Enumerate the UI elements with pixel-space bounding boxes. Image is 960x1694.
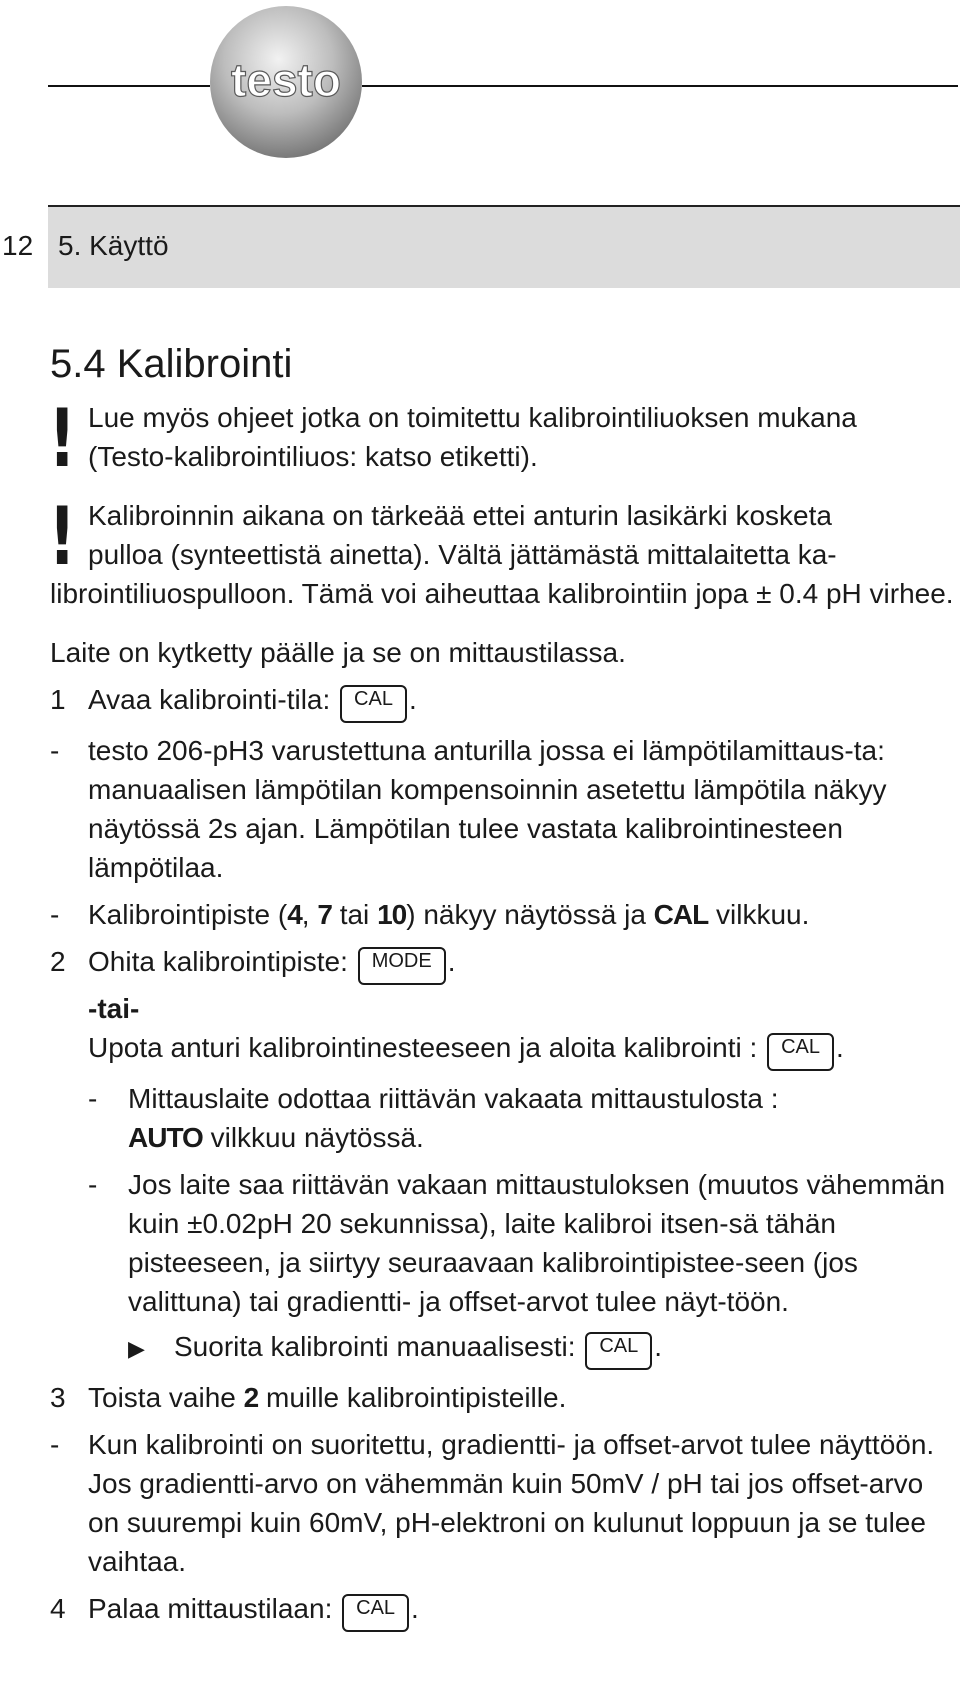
- dash-marker: -: [50, 735, 60, 766]
- step-2-alternative: [50, 1028, 958, 1071]
- bullet-text: vilkkuu näytössä.: [202, 1122, 424, 1153]
- step-1: [50, 680, 958, 723]
- action-manual-calibration: [50, 1327, 958, 1370]
- step-text: Avaa kalibrointi-tila:: [88, 684, 331, 715]
- dash-marker: -: [88, 1169, 98, 1200]
- step-text: Upota anturi kalibrointinesteeseen ja aloita kalibrointi :: [88, 1032, 758, 1063]
- warning-note-2: [48, 490, 958, 613]
- step-number: 2: [50, 946, 66, 977]
- bullet-text: Mittauslaite odottaa riittävän vakaata mittaustulosta :: [128, 1083, 779, 1114]
- step-end: .: [447, 946, 456, 977]
- separator: ,: [301, 899, 318, 930]
- chapter-band: [48, 207, 960, 288]
- bullet-temperature: [50, 731, 958, 887]
- warning-text-tail: librointiliuospulloon. Tämä voi aiheuttaa kalibrointiin jopa ± 0.4 pH virhee.: [50, 578, 954, 609]
- step-text: Ohita kalibrointipiste:: [88, 946, 348, 977]
- testo-logo: [206, 0, 366, 165]
- dash-marker: -: [88, 1083, 98, 1114]
- page-number: 12: [2, 230, 34, 261]
- bullet-text: ) näkyy näytössä ja: [406, 899, 654, 930]
- dash-marker: -: [50, 899, 60, 930]
- action-text: Suorita kalibrointi manuaalisesti:: [174, 1331, 576, 1362]
- sub-bullet-stable: [50, 1165, 958, 1321]
- triangle-arrow-icon: ▶: [128, 1336, 145, 1361]
- step-end: .: [654, 1331, 662, 1362]
- cal-key: CAL: [767, 1033, 834, 1071]
- bullet-text: testo 206-pH3 varustettuna anturilla jossa ei lämpötilamittaus-ta: manuaalisen lämpötilan kompensoinnin asetettu lämpötila näkyy näytössä 2s ajan. Lämpötilan tulee vastata kalibrointinesteen lämpötilaa.: [88, 735, 887, 883]
- step-3: [50, 1378, 958, 1417]
- cal-key: CAL: [585, 1332, 652, 1370]
- sub-bullet-auto: [50, 1079, 958, 1157]
- warning-icon: !: [48, 392, 76, 485]
- bullet-calibration-point: [50, 895, 958, 934]
- step-text: Toista vaihe: [88, 1382, 244, 1413]
- warning-text-line: Lue myös ohjeet jotka on toimitettu kalibrointiliuoksen mukana: [88, 402, 857, 433]
- chapter-title: 5. Käyttö: [58, 230, 169, 261]
- step-number: 1: [50, 684, 66, 715]
- step-end: .: [835, 1032, 844, 1063]
- step-reference: 2: [243, 1382, 259, 1413]
- step-4: [50, 1589, 958, 1632]
- step-text: Palaa mittaustilaan:: [88, 1593, 333, 1624]
- warning-text-line: (Testo-kalibrointiliuos: katso etiketti).: [88, 441, 538, 472]
- warning-text-line: Kalibroinnin aikana on tärkeää ettei anturin lasikärki kosketa: [88, 500, 832, 531]
- step-text: muille kalibrointipisteille.: [258, 1382, 567, 1413]
- section-content: [50, 340, 958, 1632]
- mode-key: MODE: [358, 947, 446, 985]
- bullet-text: Kalibrointipiste (: [88, 899, 288, 930]
- step-end: .: [408, 684, 417, 715]
- warning-text-line: pulloa (synteettistä ainetta). Vältä jättämästä mittalaitetta ka-: [88, 539, 837, 570]
- or-separator: -tai-: [88, 993, 140, 1024]
- cal-key: CAL: [340, 685, 407, 723]
- cal-key: CAL: [342, 1594, 409, 1632]
- point-value: 4: [287, 899, 302, 930]
- step-number: 3: [50, 1382, 66, 1413]
- warning-note-1: [48, 392, 958, 485]
- point-value: 10: [377, 899, 407, 930]
- bullet-text: vilkkuu.: [708, 899, 810, 930]
- auto-display-label: AUTO: [128, 1122, 203, 1153]
- logo-wordmark: testo: [231, 54, 341, 106]
- step-2: [50, 942, 958, 985]
- cal-display-label: CAL: [653, 899, 709, 930]
- separator: tai: [331, 899, 378, 930]
- step-number: 4: [50, 1593, 66, 1624]
- warning-icon: !: [48, 490, 76, 583]
- section-title: 5.4 Kalibrointi: [50, 342, 293, 386]
- header-rule-left: [48, 85, 210, 87]
- point-value: 7: [317, 899, 332, 930]
- step-end: .: [411, 1593, 419, 1624]
- bullet-text: Jos laite saa riittävän vakaan mittaustuloksen (muutos vähemmän kuin ±0.02pH 20 sekunnissa), laite kalibroi itsen-sä tähän pisteeseen, ja siirtyy seuraavaan kalibrointipistee-seen (jos valittuna) tai gradientti- ja offset-arvot tulee näyt-töön.: [128, 1169, 946, 1317]
- precondition: Laite on kytketty päälle ja se on mittaustilassa.: [50, 637, 626, 668]
- bullet-text: Kun kalibrointi on suoritettu, gradientti- ja offset-arvot tulee näyttöön. Jos gradientti-arvo on vähemmän kuin 50mV / pH tai jos offset-arvo on suurempi kuin 60mV, pH-elektroni on kulunut loppuun ja se tulee vaihtaa.: [88, 1429, 935, 1577]
- bullet-result: [50, 1425, 958, 1581]
- header-rule-right: [362, 85, 958, 87]
- dash-marker: -: [50, 1429, 60, 1460]
